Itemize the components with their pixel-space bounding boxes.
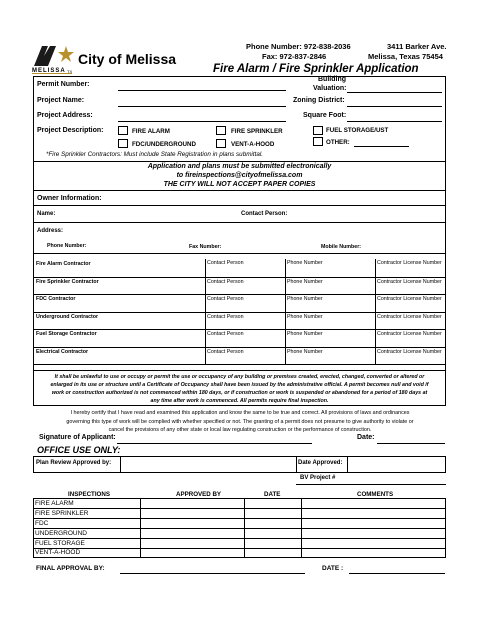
certification-line: governing this type of work will be complied with whether specified or not. The granting of a permit does not presume to give authority to violate or [66, 418, 414, 425]
valuation-label: Valuation: [313, 85, 347, 92]
submission-line-3: THE CITY WILL NOT ACCEPT PAPER COPIES [163, 181, 316, 188]
vent-a-hood-checkbox[interactable] [216, 139, 226, 148]
fdc-underground-option: FDC/UNDERGROUND [132, 141, 196, 148]
comments-col-header: COMMENTS [357, 491, 394, 498]
valuation-field[interactable] [347, 92, 442, 93]
warning-line: any time after work is commenced. All permits require final inspection. [150, 398, 329, 404]
table-row-line [33, 364, 446, 365]
owner-address-label: Address: [37, 228, 64, 234]
final-date-field[interactable] [349, 573, 445, 574]
project-address-field[interactable] [118, 121, 286, 122]
table-row-label: Fire Alarm Contractor [36, 261, 91, 267]
inspection-row-line [33, 528, 446, 529]
inspection-row: FUEL STORAGE [35, 540, 85, 547]
table-row-label: Fuel Storage Contractor [36, 331, 97, 337]
contact-person-cell[interactable]: Contact Person [207, 260, 244, 266]
owner-fax-label: Fax Number: [189, 244, 222, 250]
date-approved-label: Date Approved: [298, 460, 343, 466]
license-number-cell[interactable]: Contractor License Number [377, 314, 442, 320]
inspections-col-header: INSPECTIONS [68, 491, 110, 498]
project-address-label: Project Address: [37, 112, 93, 119]
fax-number: Fax: 972-837-2846 [262, 52, 327, 61]
divider [33, 253, 446, 254]
fuel-storage-checkbox[interactable] [313, 126, 323, 135]
fire-alarm-checkbox[interactable] [118, 126, 128, 135]
inspection-row: VENT-A-HOOD [35, 549, 81, 556]
warning-line: enlarged in its use or structure until a Certificate of Occupancy shall have been issued by the administrative official. A permit becomes null and void if [50, 382, 429, 388]
table-row-label: FDC Contractor [36, 296, 76, 302]
table-row-line [33, 277, 446, 278]
project-name-label: Project Name: [37, 97, 85, 104]
permit-number-label: Permit Number: [37, 81, 90, 88]
license-number-cell[interactable]: Contractor License Number [377, 349, 442, 355]
fdc-underground-checkbox[interactable] [118, 139, 128, 148]
table-row-line [33, 329, 446, 330]
contact-person-cell[interactable]: Contact Person [207, 349, 244, 355]
signature-field[interactable] [117, 443, 312, 444]
phone-number-cell[interactable]: Phone Number [287, 296, 323, 302]
phone-number-cell[interactable]: Phone Number [287, 314, 323, 320]
table-row-label: Fire Sprinkler Contractor [36, 279, 99, 285]
phone-number-cell[interactable]: Phone Number [287, 260, 323, 266]
inspection-row: FDC [35, 520, 49, 527]
zoning-district-field[interactable] [347, 106, 442, 107]
owner-name-label: Name: [37, 211, 56, 217]
owner-contact-label: Contact Person: [241, 211, 288, 217]
other-checkbox[interactable] [313, 137, 323, 146]
license-number-cell[interactable]: Contractor License Number [377, 279, 442, 285]
date-col-header: DATE [264, 491, 281, 498]
phone-number-cell[interactable]: Phone Number [287, 331, 323, 337]
form-outer-box [33, 76, 446, 406]
final-approval-field[interactable] [120, 573, 305, 574]
zoning-district-label: Zoning District: [293, 97, 345, 104]
office-divider [296, 456, 297, 473]
license-number-cell[interactable]: Contractor License Number [377, 296, 442, 302]
logo-subtext: TX [67, 69, 73, 74]
certification-text [20, 409, 460, 435]
sprinkler-note: *Fire Sprinkler Contractors: Must include State Registration in plans submittal. [46, 151, 263, 158]
project-name-field[interactable] [118, 106, 286, 107]
other-field[interactable] [354, 146, 409, 147]
divider [33, 161, 446, 162]
submission-line-1: Application and plans must be submitted electronically [147, 163, 332, 170]
inspection-row-line [33, 548, 446, 549]
signature-date-label: Date: [357, 434, 375, 441]
street-address: 3411 Barker Ave. [387, 42, 447, 51]
inspection-row-line [33, 518, 446, 519]
certification-line: cancel the provisions of any other state or local law regulating construction or the performance of construction. [108, 427, 372, 433]
warning-line: work or construction authorized is not commenced within 180 days, or if construction or work is suspended or abandoned for a period of 180 days at [51, 390, 428, 396]
approved-by-col-header: APPROVED BY [176, 491, 222, 498]
divider [33, 370, 446, 371]
inspection-row-line [33, 508, 446, 509]
owner-mobile-label: Mobile Number: [321, 244, 362, 250]
owner-info-title: Owner Information: [37, 195, 102, 202]
inspection-row: FIRE ALARM [35, 500, 74, 507]
square-foot-label: Square Foot: [303, 112, 347, 119]
contact-person-cell[interactable]: Contact Person [207, 314, 244, 320]
office-divider [347, 456, 348, 473]
form-title: Fire Alarm / Fire Sprinkler Application [213, 63, 419, 75]
divider [33, 190, 446, 191]
occupancy-warning [33, 373, 446, 405]
office-divider [120, 456, 121, 473]
signature-label: Signature of Applicant: [39, 434, 116, 441]
inspection-row: UNDERGROUND [35, 530, 87, 537]
office-use-title: OFFICE USE ONLY: [37, 445, 121, 455]
city-name: City of Melissa [78, 51, 177, 67]
signature-date-field[interactable] [377, 443, 445, 444]
fuel-storage-option: FUEL STORAGE/UST [326, 127, 389, 134]
phone-number-cell[interactable]: Phone Number [287, 279, 323, 285]
vent-a-hood-option: VENT-A-HOOD [231, 141, 275, 148]
square-foot-field[interactable] [347, 121, 442, 122]
fire-sprinkler-option: FIRE SPRINKLER [231, 128, 283, 135]
table-row-line [33, 347, 446, 348]
phone-number-cell[interactable]: Phone Number [287, 349, 323, 355]
divider [33, 205, 446, 206]
inspection-row-line [33, 538, 446, 539]
city-state: Melissa, Texas 75454 [368, 52, 443, 61]
contact-person-cell[interactable]: Contact Person [207, 296, 244, 302]
inspection-row: FIRE SPRINKLER [35, 510, 89, 517]
other-option: OTHER: [326, 139, 350, 146]
final-approval-label: FINAL APPROVAL BY: [36, 565, 105, 572]
submission-email: to fireinspections@cityofmelissa.com [176, 172, 303, 179]
bv-project-label: BV Project # [300, 475, 336, 481]
phone-number: Phone Number: 972-838-2036 [246, 42, 351, 51]
permit-number-field[interactable] [118, 90, 286, 91]
license-number-cell[interactable]: Contractor License Number [377, 260, 442, 266]
logo-underline [32, 73, 72, 74]
plan-review-label: Plan Review Approved by: [36, 460, 112, 466]
certification-line: I hereby certify that I have read and examined this application and know the same to be true and correct. All provisions of laws and ordinances [70, 410, 410, 416]
table-row-label: Underground Contractor [36, 314, 99, 320]
project-description-label: Project Description: [37, 127, 104, 134]
bv-project-field[interactable] [296, 484, 446, 485]
table-row-line [33, 294, 446, 295]
warning-line: It shall be unlawful to use or occupy or permit the use or occupancy of any building or premises created, erected, changed, converted or altered or [54, 374, 425, 380]
license-number-cell[interactable]: Contractor License Number [377, 331, 442, 337]
contact-person-cell[interactable]: Contact Person [207, 331, 244, 337]
contact-person-cell[interactable]: Contact Person [207, 279, 244, 285]
table-row-line [33, 312, 446, 313]
logo-text: MELISSA [32, 68, 66, 74]
owner-phone-label: Phone Number: [47, 243, 87, 249]
divider [33, 222, 446, 223]
fire-sprinkler-checkbox[interactable] [216, 126, 226, 135]
building-label: Building [318, 76, 346, 83]
table-row-label: Electrical Contractor [36, 349, 89, 355]
final-date-label: DATE : [322, 565, 344, 572]
fire-alarm-option: FIRE ALARM [132, 128, 170, 135]
